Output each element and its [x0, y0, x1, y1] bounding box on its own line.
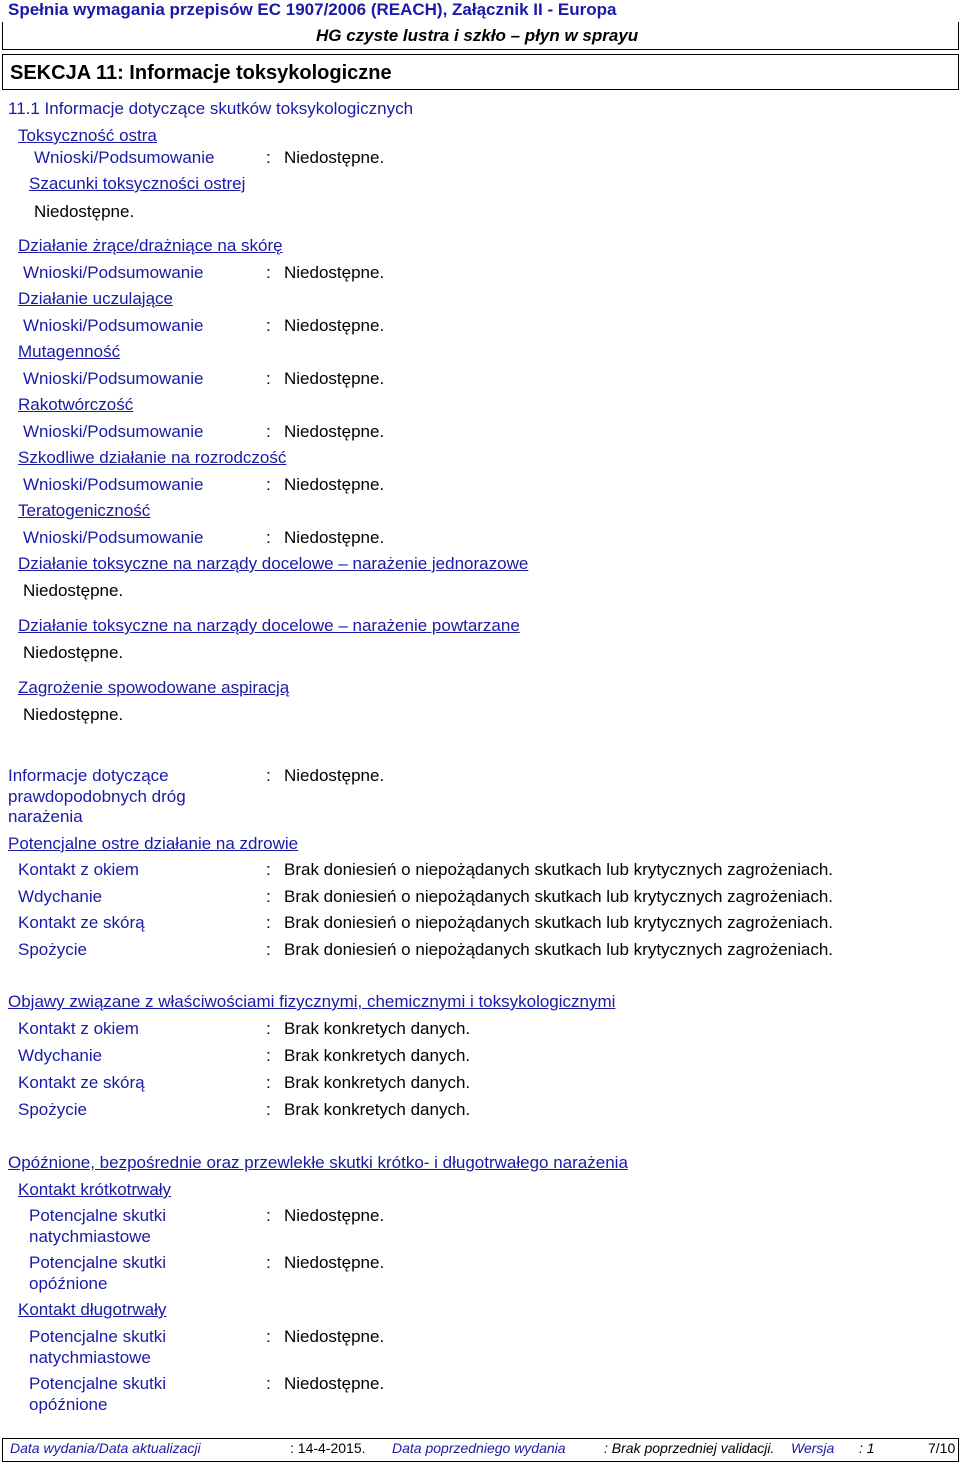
- stot-single-value: Niedostępne.: [23, 581, 124, 600]
- symptoms-ingestion-colon: :: [266, 1100, 271, 1119]
- acute-conclusion-label: Wnioski/Podsumowanie: [34, 148, 215, 167]
- short-immediate-value: Niedostępne.: [284, 1206, 385, 1225]
- footer-previous-label: Data poprzedniego wydania: [392, 1440, 566, 1456]
- short-term-heading: Kontakt krótkotrwały: [18, 1180, 172, 1199]
- sensitisation-heading: Działanie uczulające: [18, 289, 173, 308]
- long-immediate-label: Potencjalne skutki natychmiastowe: [29, 1327, 167, 1367]
- carcinogenicity-heading: Rakotwórczość: [18, 395, 134, 414]
- short-delayed-colon: :: [266, 1253, 271, 1272]
- mutagenicity-value: Niedostępne.: [284, 369, 385, 388]
- long-immediate-colon: :: [266, 1327, 271, 1346]
- long-delayed-label: Potencjalne skutki opóźnione: [29, 1374, 167, 1414]
- teratogenicity-heading: Teratogeniczność: [18, 501, 151, 520]
- symptoms-eye-colon: :: [266, 1019, 271, 1038]
- short-delayed-label: Potencjalne skutki opóźnione: [29, 1253, 167, 1293]
- sensitisation-colon: :: [266, 316, 271, 335]
- footer-issue-label: Data wydania/Data aktualizacji: [10, 1440, 201, 1456]
- acute-inhalation-value: Brak doniesień o niepożądanych skutkach lub krytycznych zagrożeniach.: [284, 887, 834, 906]
- acute-eye-colon: :: [266, 860, 271, 879]
- sensitisation-value: Niedostępne.: [284, 316, 385, 335]
- symptoms-inhalation-label: Wdychanie: [18, 1046, 103, 1065]
- skin-corrosion-colon: :: [266, 263, 271, 282]
- mutagenicity-colon: :: [266, 369, 271, 388]
- footer-previous-value: : Brak poprzedniej validacji.: [604, 1440, 775, 1456]
- aspiration-value: Niedostępne.: [23, 705, 124, 724]
- acute-estimates-value: Niedostępne.: [34, 202, 135, 221]
- footer-page-number: 7/10: [928, 1440, 956, 1456]
- acute-ingestion-value: Brak doniesień o niepożądanych skutkach lub krytycznych zagrożeniach.: [284, 940, 834, 959]
- acute-toxicity-heading: Toksyczność ostra: [18, 126, 157, 145]
- symptoms-heading: Objawy związane z właściwościami fizycznymi, chemicznymi i toksykologicznymi: [8, 992, 616, 1011]
- symptoms-eye-value: Brak konkretych danych.: [284, 1019, 471, 1038]
- acute-ingestion-colon: :: [266, 940, 271, 959]
- symptoms-skin-colon: :: [266, 1073, 271, 1092]
- skin-corrosion-label: Wnioski/Podsumowanie: [23, 263, 204, 282]
- symptoms-skin-label: Kontakt ze skórą: [18, 1073, 145, 1092]
- acute-effects-heading: Potencjalne ostre działanie na zdrowie: [8, 834, 299, 853]
- footer-issue-value: : 14-4-2015.: [290, 1440, 366, 1456]
- stot-repeated-heading: Działanie toksyczne na narządy docelowe – narażenie powtarzane: [18, 616, 520, 635]
- short-immediate-label: Potencjalne skutki natychmiastowe: [29, 1206, 167, 1246]
- long-delayed-value: Niedostępne.: [284, 1374, 385, 1393]
- carcinogenicity-label: Wnioski/Podsumowanie: [23, 422, 204, 441]
- reproductive-toxicity-colon: :: [266, 475, 271, 494]
- reproductive-toxicity-heading: Szkodliwe działanie na rozrodczość: [18, 448, 287, 467]
- acute-estimates-heading: Szacunki toksyczności ostrej: [29, 174, 246, 193]
- section-title: SEKCJA 11: Informacje toksykologiczne: [10, 62, 392, 84]
- mutagenicity-heading: Mutagenność: [18, 342, 121, 361]
- carcinogenicity-value: Niedostępne.: [284, 422, 385, 441]
- mutagenicity-label: Wnioski/Podsumowanie: [23, 369, 204, 388]
- footer-version-value: : 1: [859, 1440, 875, 1456]
- symptoms-ingestion-value: Brak konkretych danych.: [284, 1100, 471, 1119]
- symptoms-ingestion-label: Spożycie: [18, 1100, 87, 1119]
- document-regulation-title: Spełnia wymagania przepisów EC 1907/2006 (REACH), Załącznik II - Europa: [8, 0, 617, 19]
- short-delayed-value: Niedostępne.: [284, 1253, 385, 1272]
- teratogenicity-colon: :: [266, 528, 271, 547]
- acute-eye-value: Brak doniesień o niepożądanych skutkach lub krytycznych zagrożeniach.: [284, 860, 834, 879]
- acute-skin-colon: :: [266, 913, 271, 932]
- symptoms-inhalation-value: Brak konkretych danych.: [284, 1046, 471, 1065]
- long-immediate-value: Niedostępne.: [284, 1327, 385, 1346]
- acute-inhalation-label: Wdychanie: [18, 887, 103, 906]
- delayed-effects-heading: Opóźnione, bezpośrednie oraz przewlekłe skutki krótko- i długotrwałego narażenia: [8, 1153, 628, 1172]
- acute-ingestion-label: Spożycie: [18, 940, 87, 959]
- section-subtitle: 11.1 Informacje dotyczące skutków toksykologicznych: [8, 99, 414, 118]
- teratogenicity-value: Niedostępne.: [284, 528, 385, 547]
- skin-corrosion-value: Niedostępne.: [284, 263, 385, 282]
- acute-inhalation-colon: :: [266, 887, 271, 906]
- carcinogenicity-colon: :: [266, 422, 271, 441]
- exposure-routes-value: Niedostępne.: [284, 766, 385, 785]
- symptoms-eye-label: Kontakt z okiem: [18, 1019, 139, 1038]
- reproductive-toxicity-value: Niedostępne.: [284, 475, 385, 494]
- sensitisation-label: Wnioski/Podsumowanie: [23, 316, 204, 335]
- stot-repeated-value: Niedostępne.: [23, 643, 124, 662]
- teratogenicity-label: Wnioski/Podsumowanie: [23, 528, 204, 547]
- long-delayed-colon: :: [266, 1374, 271, 1393]
- aspiration-heading: Zagrożenie spowodowane aspiracją: [18, 678, 290, 697]
- acute-conclusion-value: Niedostępne.: [284, 148, 385, 167]
- product-name: HG czyste lustra i szkło – płyn w sprayu: [316, 26, 639, 45]
- footer-version-label: Wersja: [791, 1440, 835, 1456]
- exposure-routes-colon: :: [266, 766, 271, 785]
- skin-corrosion-heading: Działanie żrące/drażniące na skórę: [18, 236, 283, 255]
- acute-colon: :: [266, 148, 271, 167]
- acute-skin-label: Kontakt ze skórą: [18, 913, 145, 932]
- acute-skin-value: Brak doniesień o niepożądanych skutkach lub krytycznych zagrożeniach.: [284, 913, 834, 932]
- stot-single-heading: Działanie toksyczne na narządy docelowe – narażenie jednorazowe: [18, 554, 529, 573]
- symptoms-inhalation-colon: :: [266, 1046, 271, 1065]
- exposure-routes-label: Informacje dotyczące prawdopodobnych dróg narażenia: [8, 766, 186, 827]
- long-term-heading: Kontakt długotrwały: [18, 1300, 167, 1319]
- short-immediate-colon: :: [266, 1206, 271, 1225]
- reproductive-toxicity-label: Wnioski/Podsumowanie: [23, 475, 204, 494]
- symptoms-skin-value: Brak konkretych danych.: [284, 1073, 471, 1092]
- acute-eye-label: Kontakt z okiem: [18, 860, 139, 879]
